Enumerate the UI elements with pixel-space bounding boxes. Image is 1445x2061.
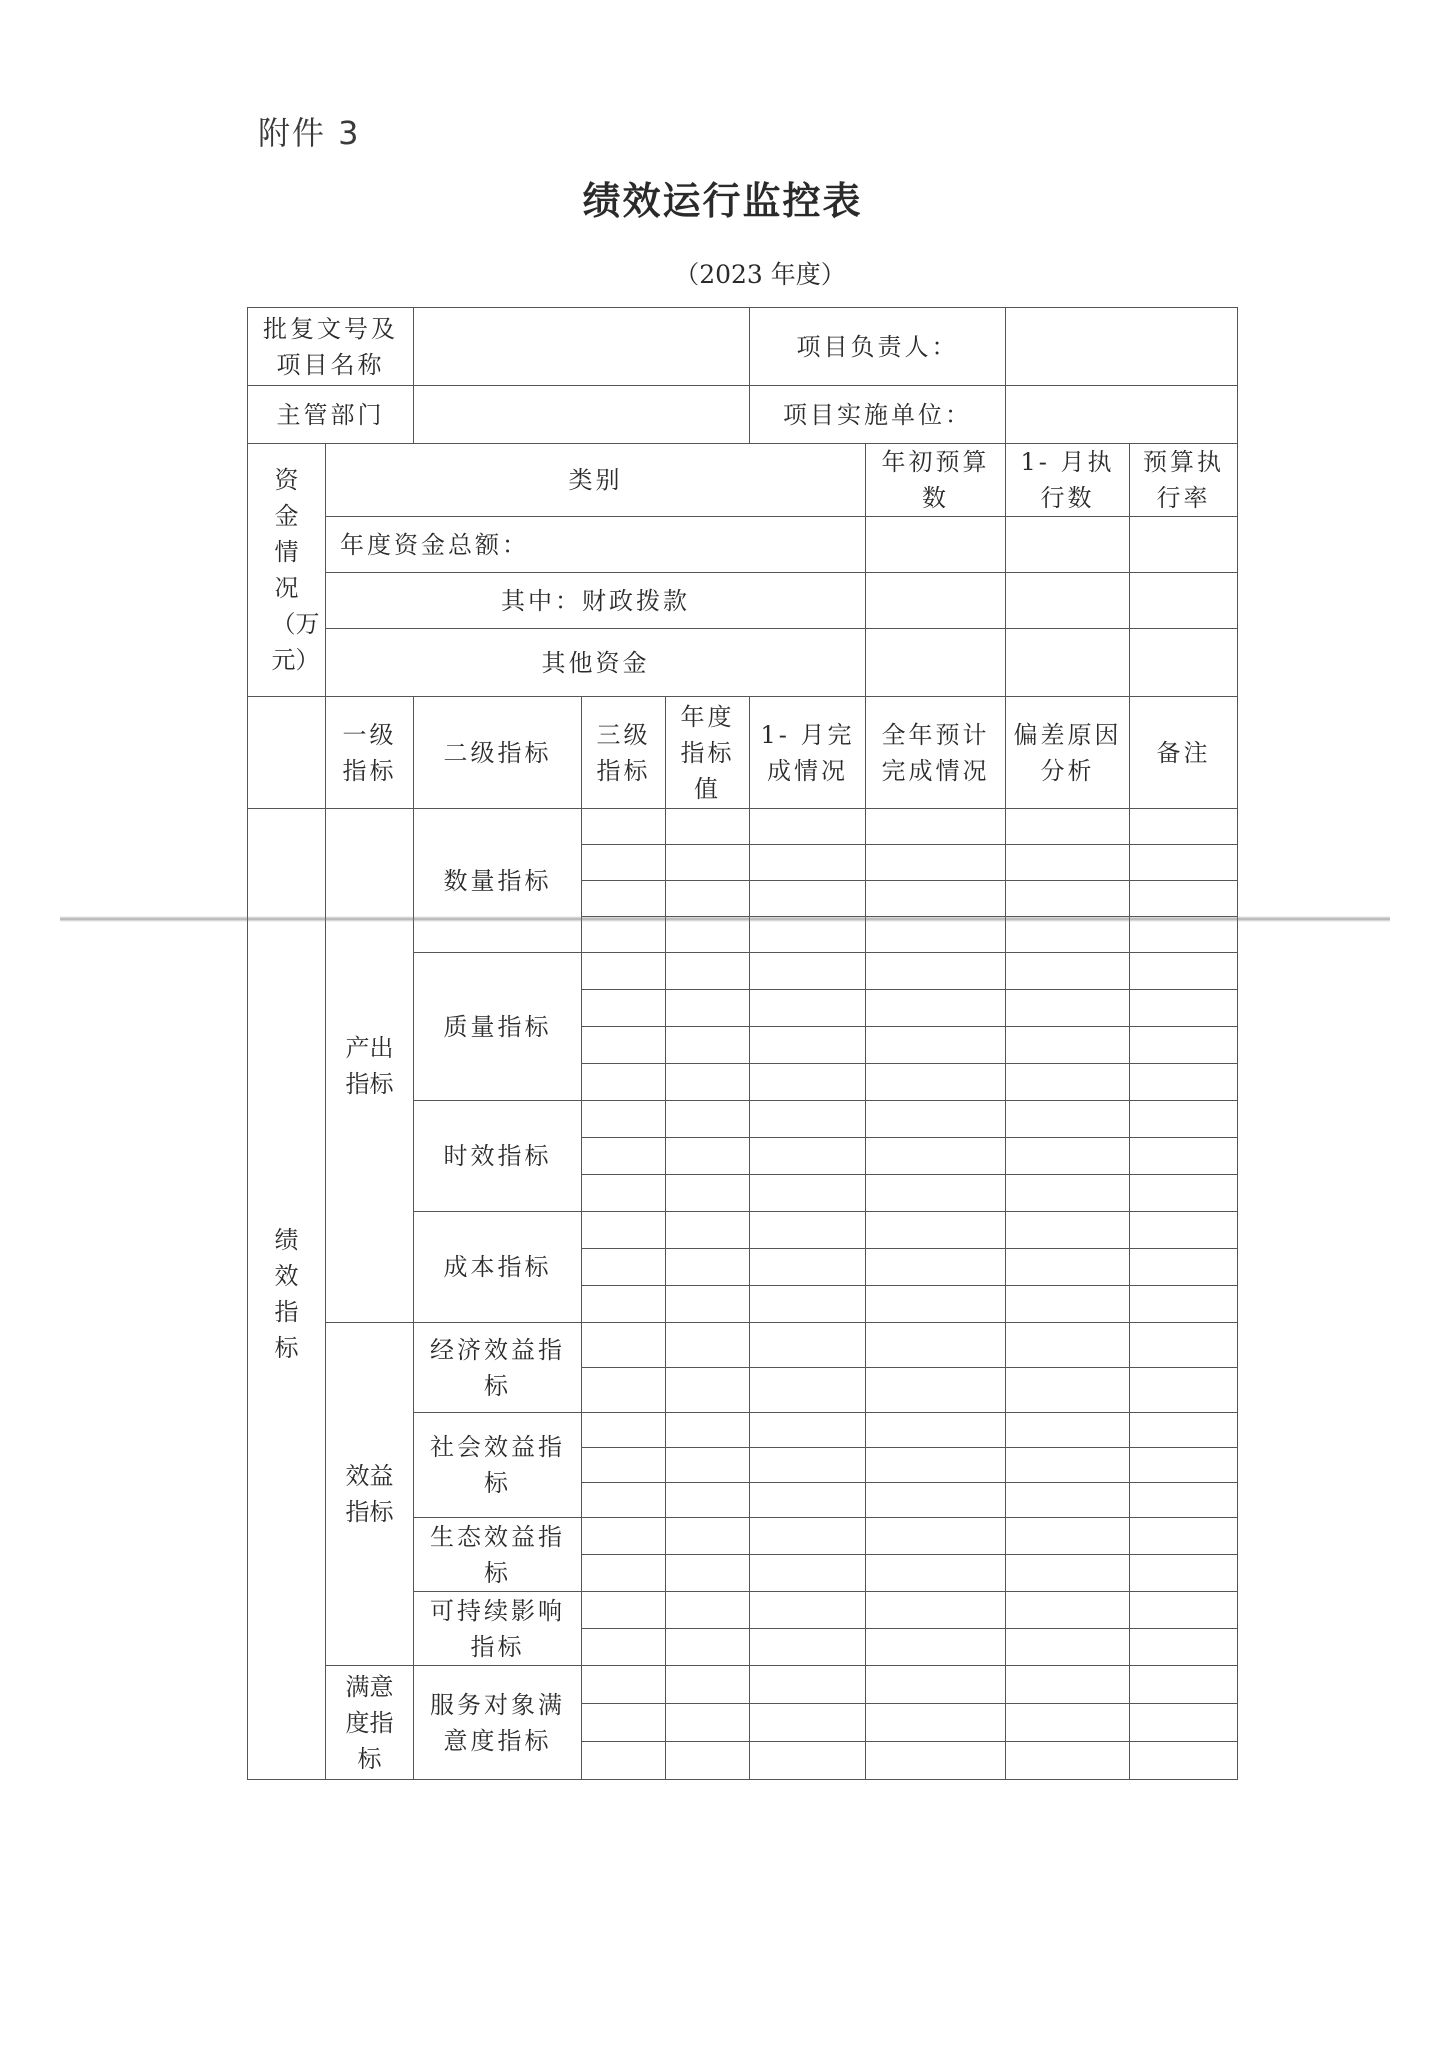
indicator-cell[interactable] <box>1130 1212 1238 1249</box>
indicator-cell[interactable] <box>1006 1064 1130 1101</box>
indicator-cell[interactable] <box>1130 1138 1238 1175</box>
funds-other-label: 其他资金 <box>326 629 866 697</box>
indicator-cost: 成本指标 <box>414 1212 582 1323</box>
indicator-cell[interactable] <box>750 1286 866 1323</box>
indicator-cell[interactable] <box>1130 1742 1238 1780</box>
indicator-cell[interactable] <box>582 1286 666 1323</box>
indicator-cell[interactable] <box>666 845 750 881</box>
indicator-cell[interactable] <box>750 1368 866 1413</box>
indicator-cell[interactable] <box>1006 1368 1130 1413</box>
indicator-cell[interactable] <box>666 953 750 990</box>
indicator-cell[interactable] <box>866 809 1006 845</box>
indicator-cell[interactable] <box>582 1138 666 1175</box>
indicator-cell[interactable] <box>866 1413 1006 1448</box>
funds-cell[interactable] <box>1006 573 1130 629</box>
indicator-cell[interactable] <box>866 1138 1006 1175</box>
indicator-cell[interactable] <box>866 1666 1006 1704</box>
indicator-cell[interactable] <box>582 1448 666 1483</box>
indicator-cell[interactable] <box>1006 1448 1130 1483</box>
department-row <box>248 386 1238 444</box>
indicator-cell[interactable] <box>1006 1286 1130 1323</box>
indicator-cell[interactable] <box>582 845 666 881</box>
indicator-cell[interactable] <box>666 1101 750 1138</box>
indicator-cell[interactable] <box>582 1064 666 1101</box>
indicator-cell[interactable] <box>750 1555 866 1592</box>
indicator-group-satisfaction: 满意度指标 <box>326 1666 414 1780</box>
indicator-cell[interactable] <box>750 1323 866 1368</box>
indicator-cell[interactable] <box>750 1518 866 1555</box>
approval-value-cell[interactable] <box>414 308 750 386</box>
indicator-cell[interactable] <box>1006 1101 1130 1138</box>
funds-total-row <box>248 517 1238 573</box>
indicator-cell[interactable] <box>1130 1286 1238 1323</box>
indicator-cell[interactable] <box>582 953 666 990</box>
indicator-social: 社会效益指标 <box>414 1413 582 1518</box>
indicator-cell[interactable] <box>1006 1249 1130 1286</box>
indicator-cell[interactable] <box>666 1064 750 1101</box>
indicator-cell[interactable] <box>1130 1413 1238 1448</box>
indicator-cell[interactable] <box>750 881 866 917</box>
indicators-col-forecast: 全年预计完成情况 <box>866 697 1006 809</box>
indicator-cell[interactable] <box>866 1175 1006 1212</box>
indicator-cell[interactable] <box>1130 1175 1238 1212</box>
indicator-cell[interactable] <box>666 1138 750 1175</box>
indicator-cell[interactable] <box>666 881 750 917</box>
indicator-cell[interactable] <box>866 845 1006 881</box>
funds-other-row <box>248 629 1238 697</box>
indicator-cell[interactable] <box>866 1742 1006 1780</box>
indicator-cell[interactable] <box>1130 1249 1238 1286</box>
indicator-cell[interactable] <box>866 1592 1006 1629</box>
scan-artifact-line <box>60 916 1390 922</box>
indicator-cell[interactable] <box>750 1249 866 1286</box>
indicator-cell[interactable] <box>750 1629 866 1666</box>
indicator-cell[interactable] <box>1006 1518 1130 1555</box>
indicator-cell[interactable] <box>750 1413 866 1448</box>
indicator-cell[interactable] <box>750 845 866 881</box>
indicator-cell[interactable] <box>1130 1555 1238 1592</box>
indicator-cell[interactable] <box>1130 1027 1238 1064</box>
indicator-cell[interactable] <box>750 1138 866 1175</box>
attachment-label: 附件 3 <box>258 114 361 152</box>
department-label: 主管部门 <box>248 386 414 444</box>
indicator-cell[interactable] <box>1130 1368 1238 1413</box>
indicators-col-level1: 一级指标 <box>326 697 414 809</box>
indicator-cell[interactable] <box>1130 1064 1238 1101</box>
indicators-col-target: 年度指标值 <box>666 697 750 809</box>
indicator-cell[interactable] <box>866 1629 1006 1666</box>
indicator-cell[interactable] <box>1006 845 1130 881</box>
indicator-cell[interactable] <box>866 1064 1006 1101</box>
indicator-cell[interactable] <box>582 1413 666 1448</box>
indicator-cell[interactable] <box>582 1212 666 1249</box>
indicator-cell[interactable] <box>866 1518 1006 1555</box>
funds-cell[interactable] <box>1130 629 1238 697</box>
funds-cell[interactable] <box>866 629 1006 697</box>
indicator-cell[interactable] <box>750 1064 866 1101</box>
indicator-cell[interactable] <box>582 1555 666 1592</box>
indicator-ecological: 生态效益指标 <box>414 1518 582 1592</box>
funds-fiscal-label: 其中：财政拨款 <box>326 573 866 629</box>
indicator-economic: 经济效益指标 <box>414 1323 582 1413</box>
indicator-cell[interactable] <box>666 1592 750 1629</box>
indicators-section-label: 绩效指标 <box>248 809 326 1780</box>
funds-cell[interactable] <box>866 517 1006 573</box>
indicator-cell[interactable] <box>582 1323 666 1368</box>
responsible-value-cell[interactable] <box>1006 308 1238 386</box>
funds-section-label: 资金情况（万元） <box>248 444 326 697</box>
indicator-cell[interactable] <box>582 1101 666 1138</box>
indicators-col-completion: 1- 月完成情况 <box>750 697 866 809</box>
indicator-cell[interactable] <box>1006 1629 1130 1666</box>
indicator-cell[interactable] <box>582 1175 666 1212</box>
indicator-cell[interactable] <box>866 1027 1006 1064</box>
indicator-quality: 质量指标 <box>414 953 582 1101</box>
indicator-cell[interactable] <box>1130 990 1238 1027</box>
indicator-cell[interactable] <box>866 990 1006 1027</box>
indicator-cell[interactable] <box>750 1101 866 1138</box>
indicator-cell[interactable] <box>666 1448 750 1483</box>
indicator-cell[interactable] <box>750 1704 866 1742</box>
indicator-group-benefit: 效益指标 <box>326 1323 414 1666</box>
indicator-cell[interactable] <box>582 1027 666 1064</box>
indicator-timeliness: 时效指标 <box>414 1101 582 1212</box>
indicators-col-level3: 三级指标 <box>582 697 666 809</box>
indicator-cell[interactable] <box>666 1666 750 1704</box>
indicator-cell[interactable] <box>1006 1027 1130 1064</box>
indicator-cell[interactable] <box>750 1212 866 1249</box>
indicator-row <box>248 809 1238 845</box>
indicator-cell[interactable] <box>582 1518 666 1555</box>
indicator-cell[interactable] <box>750 1175 866 1212</box>
funds-total-label: 年度资金总额： <box>326 517 866 573</box>
indicator-sustainable: 可持续影响指标 <box>414 1592 582 1666</box>
indicator-cell[interactable] <box>666 1483 750 1518</box>
responsible-label: 项目负责人： <box>750 308 1006 386</box>
indicator-cell[interactable] <box>1130 1101 1238 1138</box>
funds-col-rate: 预算执行率 <box>1130 444 1238 517</box>
indicator-quantity: 数量指标 <box>414 809 582 953</box>
funds-header-row <box>248 444 1238 517</box>
indicator-cell[interactable] <box>1006 1413 1130 1448</box>
funds-cell[interactable] <box>1130 517 1238 573</box>
indicators-col-level2: 二级指标 <box>414 697 582 809</box>
funds-cell[interactable] <box>866 573 1006 629</box>
indicator-group-output: 产出指标 <box>326 809 414 1323</box>
indicator-cell[interactable] <box>666 1742 750 1780</box>
funds-cell[interactable] <box>1006 517 1130 573</box>
indicator-cell[interactable] <box>582 1742 666 1780</box>
indicator-cell[interactable] <box>666 1413 750 1448</box>
document-year: （2023 年度） <box>674 260 846 289</box>
indicator-cell[interactable] <box>582 1629 666 1666</box>
indicator-cell[interactable] <box>582 1592 666 1629</box>
indicator-cell[interactable] <box>1006 881 1130 917</box>
implementing-value-cell[interactable] <box>1006 386 1238 444</box>
indicator-cell[interactable] <box>582 1368 666 1413</box>
indicator-cell[interactable] <box>1130 1483 1238 1518</box>
indicator-cell[interactable] <box>866 953 1006 990</box>
indicator-cell[interactable] <box>1130 1666 1238 1704</box>
indicator-cell[interactable] <box>582 809 666 845</box>
indicator-cell[interactable] <box>1006 1555 1130 1592</box>
indicator-cell[interactable] <box>666 1323 750 1368</box>
indicator-cell[interactable] <box>1006 1666 1130 1704</box>
indicator-cell[interactable] <box>1130 881 1238 917</box>
funds-cell[interactable] <box>1130 573 1238 629</box>
indicator-row <box>248 1666 1238 1704</box>
indicator-cell[interactable] <box>1130 1323 1238 1368</box>
indicator-cell[interactable] <box>666 1286 750 1323</box>
indicator-cell[interactable] <box>750 1027 866 1064</box>
indicator-cell[interactable] <box>1130 953 1238 990</box>
indicator-cell[interactable] <box>866 1249 1006 1286</box>
indicator-cell[interactable] <box>1130 809 1238 845</box>
funds-col-executed: 1- 月执行数 <box>1006 444 1130 517</box>
funds-col-category: 类别 <box>326 444 866 517</box>
indicator-cell[interactable] <box>582 1249 666 1286</box>
indicator-cell[interactable] <box>1130 1448 1238 1483</box>
indicator-cell[interactable] <box>1006 1592 1130 1629</box>
indicator-cell[interactable] <box>750 1666 866 1704</box>
indicators-header-blank <box>248 697 326 809</box>
indicator-cell[interactable] <box>666 809 750 845</box>
indicator-cell[interactable] <box>1006 1483 1130 1518</box>
indicator-service-satisfaction: 服务对象满意度指标 <box>414 1666 582 1780</box>
indicator-cell[interactable] <box>866 1555 1006 1592</box>
indicator-cell[interactable] <box>1006 1704 1130 1742</box>
indicator-cell[interactable] <box>1006 953 1130 990</box>
indicator-cell[interactable] <box>1130 845 1238 881</box>
indicators-header-row <box>248 697 1238 809</box>
document-title: 绩效运行监控表 <box>582 179 863 223</box>
indicator-cell[interactable] <box>1006 1742 1130 1780</box>
indicator-cell[interactable] <box>1006 1175 1130 1212</box>
funds-col-initial-budget: 年初预算数 <box>866 444 1006 517</box>
indicator-cell[interactable] <box>666 990 750 1027</box>
indicator-cell[interactable] <box>582 990 666 1027</box>
indicator-cell[interactable] <box>666 1249 750 1286</box>
indicator-cell[interactable] <box>866 1286 1006 1323</box>
approval-row <box>248 308 1238 386</box>
indicator-cell[interactable] <box>666 1704 750 1742</box>
indicator-cell[interactable] <box>866 1368 1006 1413</box>
implementing-label: 项目实施单位： <box>750 386 1006 444</box>
monitoring-table <box>247 307 1238 1780</box>
indicator-cell[interactable] <box>1006 1323 1130 1368</box>
indicator-cell[interactable] <box>1006 1138 1130 1175</box>
indicator-cell[interactable] <box>866 1323 1006 1368</box>
indicator-cell[interactable] <box>582 1704 666 1742</box>
indicators-col-remark: 备注 <box>1130 697 1238 809</box>
indicator-cell[interactable] <box>1130 1518 1238 1555</box>
indicator-cell[interactable] <box>1130 1704 1238 1742</box>
indicator-cell[interactable] <box>582 881 666 917</box>
funds-fiscal-row <box>248 573 1238 629</box>
indicator-cell[interactable] <box>1006 990 1130 1027</box>
indicator-cell[interactable] <box>750 1483 866 1518</box>
indicator-cell[interactable] <box>750 1742 866 1780</box>
indicator-cell[interactable] <box>866 881 1006 917</box>
indicator-row <box>248 1323 1238 1368</box>
indicator-cell[interactable] <box>1130 1629 1238 1666</box>
indicator-cell[interactable] <box>866 1704 1006 1742</box>
indicators-col-deviation: 偏差原因分析 <box>1006 697 1130 809</box>
indicator-cell[interactable] <box>666 1175 750 1212</box>
indicator-cell[interactable] <box>666 1212 750 1249</box>
indicator-cell[interactable] <box>582 1666 666 1704</box>
indicator-cell[interactable] <box>866 1212 1006 1249</box>
indicator-cell[interactable] <box>1130 1592 1238 1629</box>
funds-cell[interactable] <box>1006 629 1130 697</box>
indicator-cell[interactable] <box>866 1483 1006 1518</box>
indicator-cell[interactable] <box>582 1483 666 1518</box>
indicator-cell[interactable] <box>750 990 866 1027</box>
indicator-cell[interactable] <box>866 1448 1006 1483</box>
indicator-cell[interactable] <box>666 1368 750 1413</box>
indicator-cell[interactable] <box>666 1555 750 1592</box>
indicator-cell[interactable] <box>666 1518 750 1555</box>
indicator-cell[interactable] <box>750 1448 866 1483</box>
indicator-cell[interactable] <box>750 1592 866 1629</box>
indicator-cell[interactable] <box>1006 1212 1130 1249</box>
department-value-cell[interactable] <box>414 386 750 444</box>
indicator-cell[interactable] <box>866 1101 1006 1138</box>
indicator-cell[interactable] <box>1006 809 1130 845</box>
indicator-cell[interactable] <box>750 953 866 990</box>
indicator-cell[interactable] <box>750 809 866 845</box>
approval-label: 批复文号及项目名称 <box>248 308 414 386</box>
indicator-cell[interactable] <box>666 1629 750 1666</box>
indicator-cell[interactable] <box>666 1027 750 1064</box>
